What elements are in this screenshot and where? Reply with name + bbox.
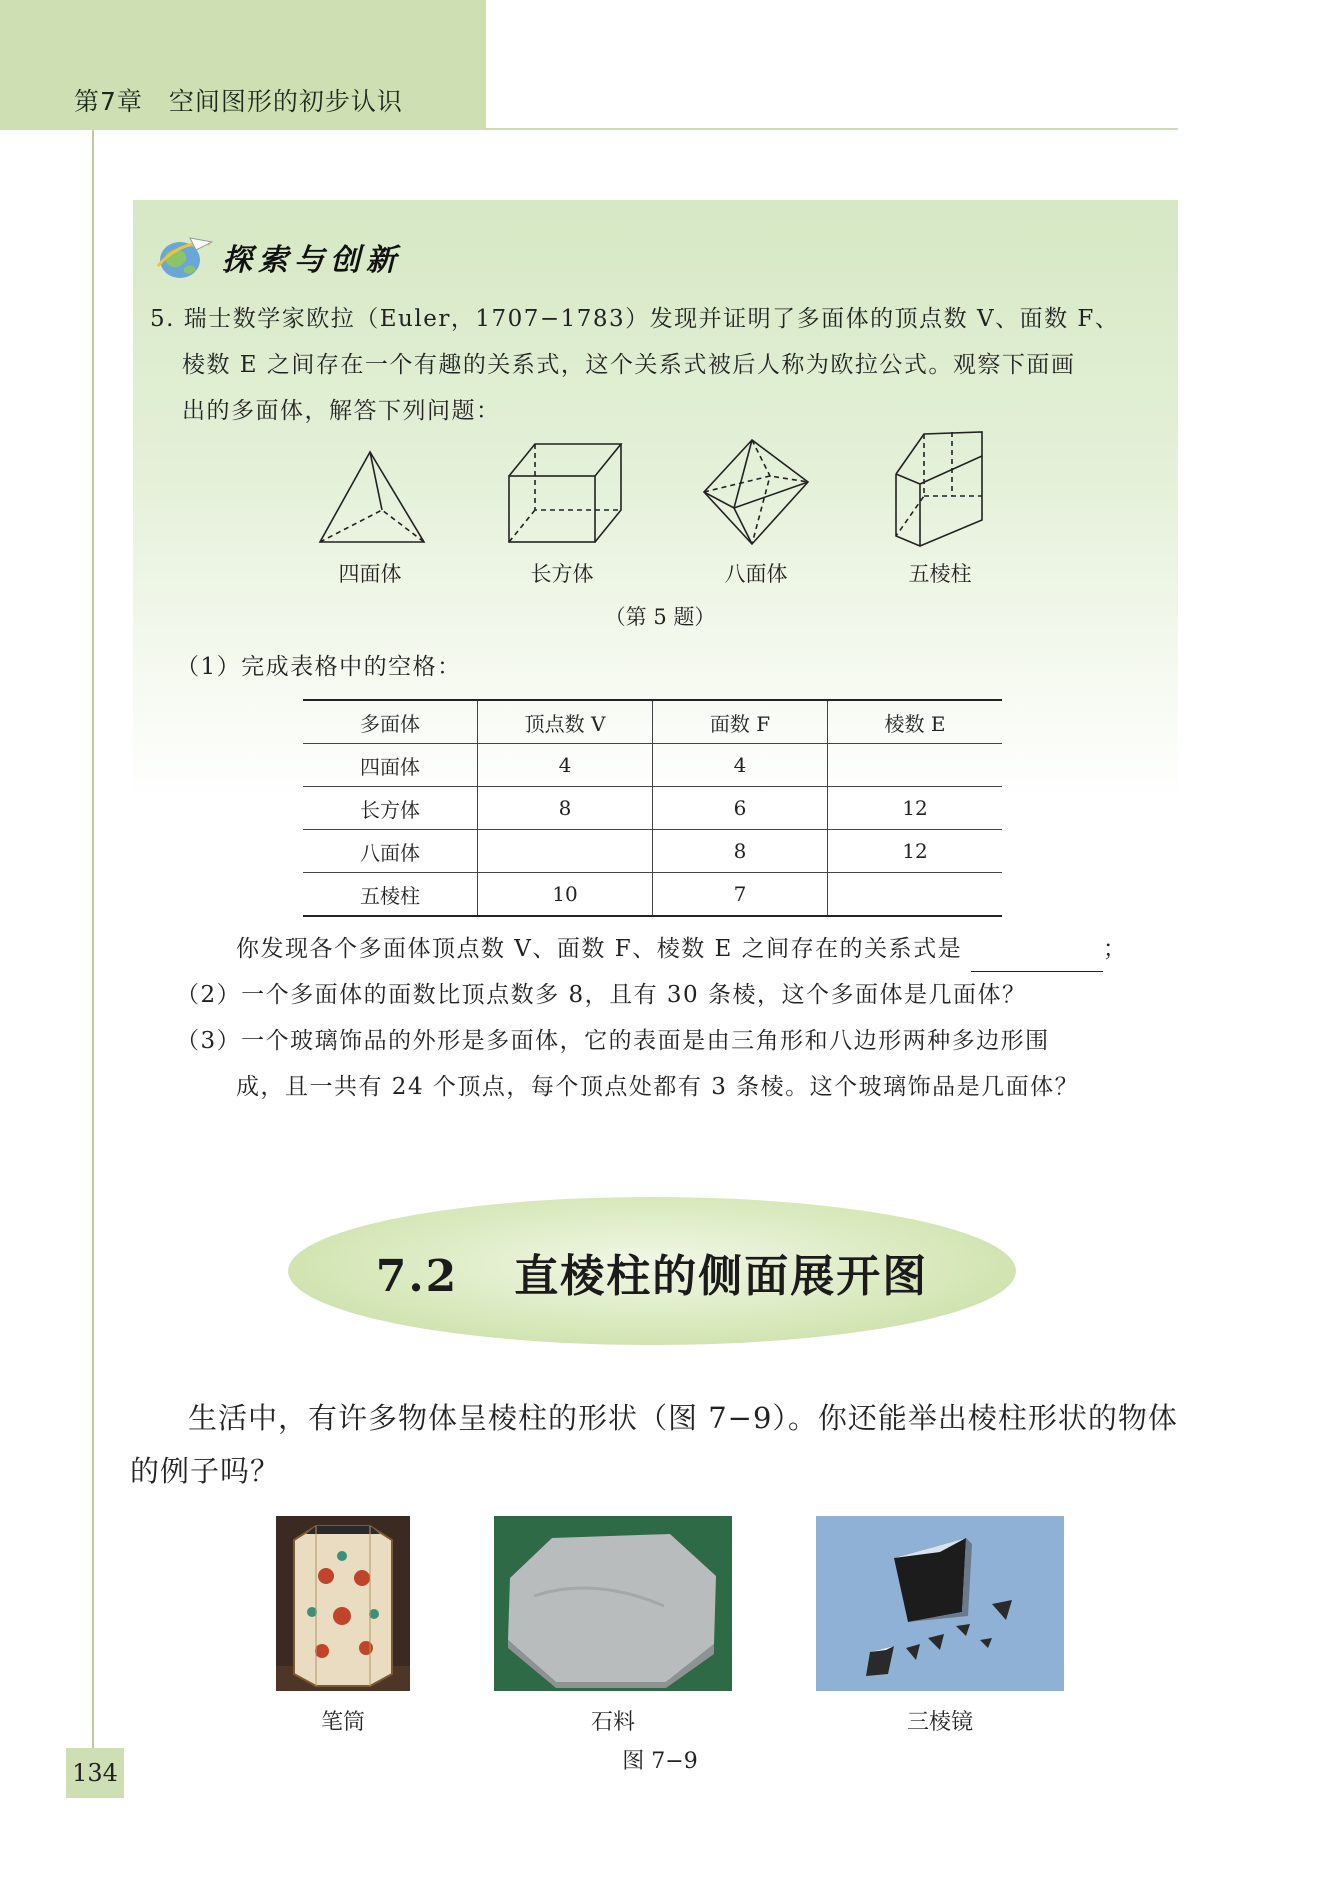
table-header: 顶点数 V (478, 700, 653, 744)
explore-heading (150, 232, 402, 282)
cuboid-figure (505, 440, 625, 545)
table-cell: 4 (653, 744, 828, 787)
question-3-line-2: 成，且一共有 24 个顶点，每个顶点处都有 3 条棱。这个玻璃饰品是几面体？ (236, 1074, 1080, 1100)
section-heading (288, 1240, 1016, 1304)
table-row (303, 787, 1002, 830)
photo-caption-pen-holder: 笔筒 (320, 1710, 365, 1735)
photo-caption-stone: 石料 (590, 1710, 635, 1735)
table-cell: 4 (478, 744, 653, 787)
problem-line-2: 棱数 E 之间存在一个有趣的关系式，这个关系式被后人称为欧拉公式。观察下面画 (182, 352, 1076, 378)
table-header: 多面体 (303, 700, 478, 744)
prism-photo (816, 1516, 1064, 1691)
shape-label-octahedron: 八面体 (724, 562, 788, 586)
explore-title: 探索与创新 (222, 243, 402, 278)
table-cell: 八面体 (303, 830, 478, 873)
question-2: （2）一个多面体的面数比顶点数多 8，且有 30 条棱，这个多面体是几面体？ (176, 982, 1027, 1008)
question-3-line-1: （3）一个玻璃饰品的外形是多面体，它的表面是由三角形和八边形两种多边形围 (176, 1028, 1050, 1054)
relation-prompt: 你发现各个多面体顶点数 V、面数 F、棱数 E 之间存在的关系式是 (236, 936, 963, 962)
shape-label-tetrahedron: 四面体 (338, 562, 402, 586)
table-cell: 8 (478, 787, 653, 830)
table-cell: 五棱柱 (303, 873, 478, 917)
table-cell: 12 (828, 787, 1003, 830)
pentagonal-prism-figure (892, 428, 986, 550)
globe-plane-icon (150, 232, 214, 282)
table-cell: 10 (478, 873, 653, 917)
page-number: 134 (66, 1748, 124, 1798)
answer-blank (971, 949, 1103, 972)
problem-line-3: 出的多面体，解答下列问题： (182, 398, 501, 424)
table-header: 棱数 E (828, 700, 1003, 744)
margin-rule (92, 130, 94, 1750)
photo-caption-prism: 三棱镜 (906, 1710, 973, 1735)
table-row (303, 744, 1002, 787)
question-1: （1）完成表格中的空格： (176, 654, 462, 680)
stone-slab-photo (494, 1516, 732, 1691)
section-number: 7.2 (375, 1251, 459, 1302)
table-cell (828, 744, 1003, 787)
body-line-1: 生活中，有许多物体呈棱柱的形状（图 7−9）。你还能举出棱柱形状的物体 (188, 1401, 1178, 1435)
table-cell: 12 (828, 830, 1003, 873)
chapter-title: 第7章 空间图形的初步认识 (74, 87, 403, 116)
relation-question (236, 926, 1127, 972)
tetrahedron-figure (316, 446, 426, 546)
figure-caption-problem5: （第 5 题） (604, 605, 716, 629)
body-line-2: 的例子吗？ (130, 1454, 281, 1488)
table-cell (478, 830, 653, 873)
table-row (303, 830, 1002, 873)
shape-label-cuboid: 长方体 (530, 562, 594, 586)
octahedron-figure (700, 436, 812, 548)
header-rule (486, 128, 1178, 130)
shape-label-pentagonal-prism: 五棱柱 (908, 562, 972, 586)
table-row (303, 873, 1002, 917)
table-header: 面数 F (653, 700, 828, 744)
table-cell: 7 (653, 873, 828, 917)
pen-holder-photo (276, 1516, 410, 1691)
figure-label: 图 7−9 (622, 1749, 698, 1774)
table-header-row (303, 700, 1002, 744)
table-cell (828, 873, 1003, 917)
table-cell: 长方体 (303, 787, 478, 830)
polyhedron-table (303, 699, 1002, 917)
table-cell: 6 (653, 787, 828, 830)
relation-end: ； (1102, 936, 1128, 962)
table-cell: 四面体 (303, 744, 478, 787)
section-title: 直棱柱的侧面展开图 (514, 1251, 929, 1302)
problem-line-1: 5. 瑞士数学家欧拉（Euler，1707−1783）发现并证明了多面体的顶点数 V、面数 F、 (150, 306, 1120, 332)
table-cell: 8 (653, 830, 828, 873)
